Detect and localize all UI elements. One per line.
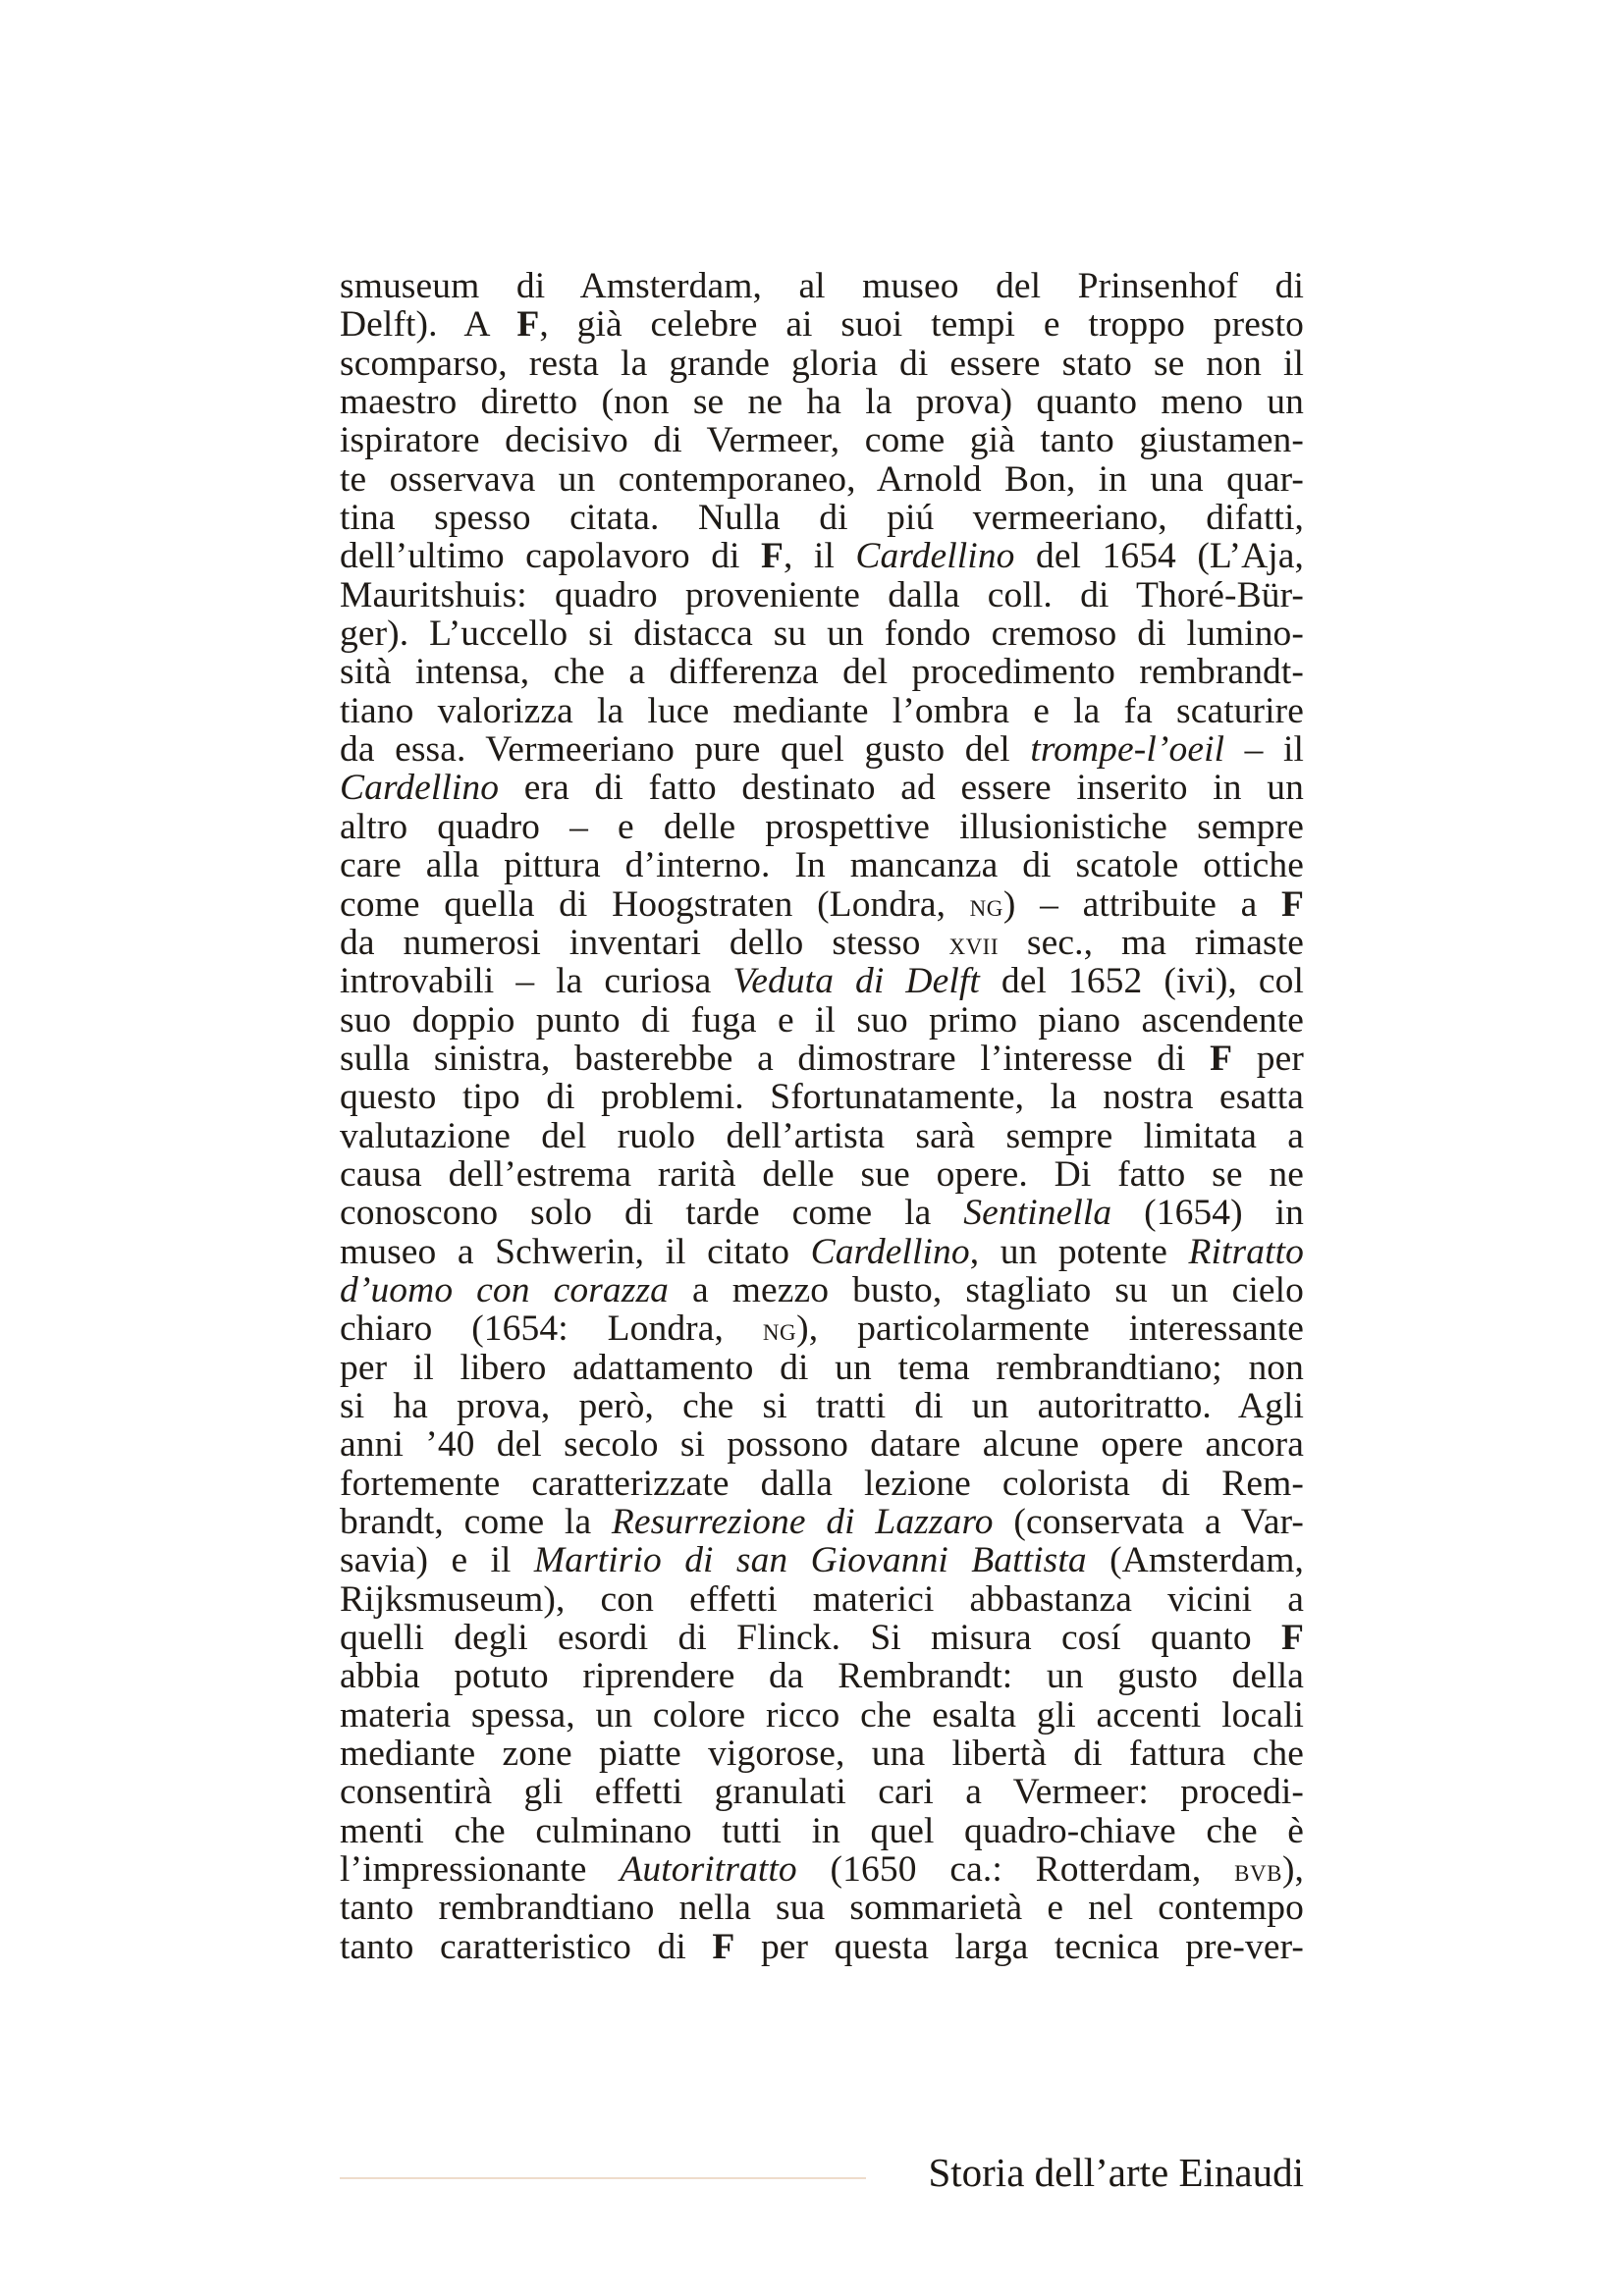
- text-line: [340, 730, 1304, 769]
- text-run: Delft). A: [340, 304, 517, 346]
- text-run: (1654) in: [1111, 1193, 1304, 1234]
- text-run: per il libero adattamento di un tema rembrandtiano; non: [340, 1347, 1304, 1388]
- text-run: mediante zone piatte vigorose, una libertà di fattura che: [340, 1734, 1304, 1775]
- text-run: menti che culminano tutti in quel quadro-chiave che è: [340, 1810, 1304, 1851]
- text-line: [340, 1735, 1304, 1773]
- text-run: , un potente: [969, 1231, 1189, 1272]
- text-run: causa dell’estrema rarità delle sue opere. Di fatto se ne: [340, 1153, 1304, 1195]
- text-run: , il: [784, 536, 856, 577]
- bold-run: F: [1280, 1618, 1304, 1659]
- text-run: era di fatto destinato ad essere inserito in un: [499, 768, 1304, 809]
- text-run: museo a Schwerin, il citato: [340, 1231, 811, 1272]
- italic-run: Cardellino: [340, 768, 500, 809]
- text-run: materia spessa, un colore ricco che esalta gli accenti locali: [340, 1694, 1304, 1735]
- text-run: tanto rembrandtiano nella sua sommarietà e nel contempo: [340, 1888, 1304, 1929]
- italic-run: Ritratto: [1188, 1231, 1304, 1272]
- text-run: , già celebre ai suoi tempi e troppo presto: [539, 304, 1304, 346]
- text-line: [340, 846, 1304, 884]
- text-run: tiano valorizza la luce mediante l’ombra e la fa scaturire: [340, 690, 1304, 731]
- body-text: [340, 267, 1304, 1966]
- text-line: [340, 1078, 1304, 1116]
- text-line: [340, 924, 1304, 962]
- text-line: [340, 537, 1304, 575]
- italic-run: Veduta di Delft: [732, 961, 980, 1002]
- text-line: [340, 383, 1304, 421]
- italic-run: Autoritratto: [620, 1849, 797, 1891]
- text-line: [340, 1773, 1304, 1811]
- footer-rule: [340, 2177, 866, 2179]
- text-run: Rijksmuseum), con effetti materici abbastanza vicini a: [340, 1578, 1304, 1620]
- text-run: ger). L’uccello si distacca su un fondo cremoso di lumino-: [340, 614, 1304, 655]
- text-run: ), particolarmente interessante: [796, 1308, 1304, 1350]
- footer-title: Storia dell’arte Einaudi: [928, 2150, 1304, 2195]
- italic-run: d’uomo con corazza: [340, 1269, 670, 1310]
- text-line: [340, 1580, 1304, 1619]
- text-run: consentirà gli effetti granulati cari a Vermeer: procedi-: [340, 1772, 1304, 1813]
- text-run: da essa. Vermeeriano pure quel gusto del: [340, 729, 1031, 771]
- italic-run: Resurrezione di Lazzaro: [611, 1502, 994, 1542]
- bold-run: F: [761, 536, 784, 577]
- text-line: [340, 1696, 1304, 1735]
- text-line: [340, 1928, 1304, 1966]
- text-run: sec., ma rimaste: [999, 922, 1304, 963]
- text-run: care alla pittura d’interno. In mancanza di scatole ottiche: [340, 845, 1304, 886]
- italic-run: trompe-l’oeil: [1030, 729, 1225, 771]
- smallcaps-run: ng: [762, 1312, 797, 1349]
- text-line: [340, 1425, 1304, 1464]
- text-line: [340, 1194, 1304, 1232]
- text-run: te osservava un contemporaneo, Arnold Bon, in una quar-: [340, 458, 1304, 500]
- bold-run: F: [712, 1926, 735, 1967]
- text-line: [340, 460, 1304, 499]
- text-line: [340, 1001, 1304, 1040]
- italic-run: Martirio di san Giovanni Battista: [533, 1540, 1087, 1581]
- text-run: ispiratore decisivo di Vermeer, come già tanto giustamen-: [340, 420, 1304, 461]
- text-run: per questa larga tecnica pre-ver-: [734, 1926, 1304, 1967]
- text-run: ) – attribuite a: [1002, 883, 1281, 925]
- text-line: [340, 576, 1304, 614]
- text-line: [340, 1657, 1304, 1695]
- text-run: anni ’40 del secolo si possono datare alcune opere ancora: [340, 1424, 1304, 1466]
- text-run: per: [1232, 1038, 1304, 1079]
- text-run: da numerosi inventari dello stesso: [340, 922, 949, 963]
- text-line: [340, 1271, 1304, 1309]
- text-run: a mezzo busto, stagliato su un cielo: [669, 1269, 1304, 1310]
- text-run: (conservata a Var-: [993, 1502, 1304, 1542]
- text-line: [340, 1233, 1304, 1271]
- text-run: conoscono solo di tarde come la: [340, 1193, 964, 1234]
- smallcaps-run: bvb: [1234, 1853, 1282, 1890]
- text-run: introvabili – la curiosa: [340, 961, 733, 1002]
- text-line: [340, 1117, 1304, 1155]
- text-run: questo tipo di problemi. Sfortunatamente, la nostra esatta: [340, 1077, 1304, 1118]
- text-line: [340, 1889, 1304, 1927]
- text-line: [340, 1349, 1304, 1387]
- smallcaps-run: ng: [969, 887, 1003, 924]
- italic-run: Sentinella: [963, 1193, 1112, 1234]
- text-run: tina spesso citata. Nulla di piú vermeeriano, difatti,: [340, 498, 1304, 539]
- text-run: chiaro (1654: Londra,: [340, 1308, 763, 1350]
- text-line: [340, 962, 1304, 1000]
- text-run: savia) e il: [340, 1540, 534, 1581]
- text-run: (Amsterdam,: [1086, 1540, 1304, 1581]
- text-run: si ha prova, però, che si tratti di un autoritratto. Agli: [340, 1385, 1304, 1426]
- text-run: del 1654 (L’Aja,: [1014, 536, 1304, 577]
- text-run: come quella di Hoogstraten (Londra,: [340, 883, 970, 925]
- text-line: [340, 1541, 1304, 1579]
- text-run: scomparso, resta la grande gloria di essere stato se non il: [340, 343, 1304, 384]
- text-line: [340, 421, 1304, 459]
- text-line: [340, 769, 1304, 807]
- text-line: [340, 808, 1304, 846]
- italic-run: Cardellino: [810, 1231, 970, 1272]
- text-line: [340, 692, 1304, 730]
- text-line: [340, 1812, 1304, 1850]
- text-line: [340, 1850, 1304, 1889]
- bold-run: F: [1210, 1038, 1233, 1079]
- bold-run: F: [516, 304, 540, 346]
- smallcaps-run: xvii: [948, 926, 999, 962]
- text-run: quelli degli esordi di Flinck. Si misura cosí quanto: [340, 1618, 1281, 1659]
- text-run: sulla sinistra, basterebbe a dimostrare l’interesse di: [340, 1038, 1211, 1079]
- text-line: [340, 345, 1304, 383]
- text-run: ),: [1281, 1849, 1305, 1891]
- text-run: (1650 ca.: Rotterdam,: [796, 1849, 1235, 1891]
- text-run: maestro diretto (non se ne ha la prova) quanto meno un: [340, 382, 1304, 423]
- text-run: fortemente caratterizzate dalla lezione colorista di Rem-: [340, 1463, 1304, 1504]
- text-run: – il: [1224, 729, 1305, 771]
- text-line: [340, 1040, 1304, 1078]
- text-line: [340, 305, 1304, 344]
- text-line: [340, 1155, 1304, 1194]
- text-run: dell’ultimo capolavoro di: [340, 536, 761, 577]
- text-line: [340, 499, 1304, 537]
- bold-run: F: [1280, 883, 1304, 925]
- text-line: [340, 267, 1304, 305]
- italic-run: Cardellino: [855, 536, 1015, 577]
- text-line: [340, 1619, 1304, 1657]
- text-line: [340, 1503, 1304, 1541]
- text-line: [340, 1309, 1304, 1348]
- text-run: Mauritshuis: quadro proveniente dalla coll. di Thoré-Bür-: [340, 574, 1304, 615]
- text-line: [340, 1387, 1304, 1425]
- text-run: del 1652 (ivi), col: [979, 961, 1305, 1002]
- text-run: smuseum di Amsterdam, al museo del Prinsenhof di: [340, 266, 1304, 306]
- text-run: valutazione del ruolo dell’artista sarà sempre limitata a: [340, 1115, 1304, 1156]
- text-run: suo doppio punto di fuga e il suo primo piano ascendente: [340, 999, 1304, 1041]
- text-run: brandt, come la: [340, 1502, 612, 1542]
- text-line: [340, 653, 1304, 691]
- text-line: [340, 885, 1304, 924]
- text-run: altro quadro – e delle prospettive illusionistiche sempre: [340, 806, 1304, 847]
- text-line: [340, 1465, 1304, 1503]
- text-run: abbia potuto riprendere da Rembrandt: un gusto della: [340, 1656, 1304, 1697]
- text-run: l’impressionante: [340, 1849, 621, 1891]
- text-run: sità intensa, che a differenza del procedimento rembrandt-: [340, 652, 1304, 693]
- text-line: [340, 614, 1304, 653]
- text-run: tanto caratteristico di: [340, 1926, 713, 1967]
